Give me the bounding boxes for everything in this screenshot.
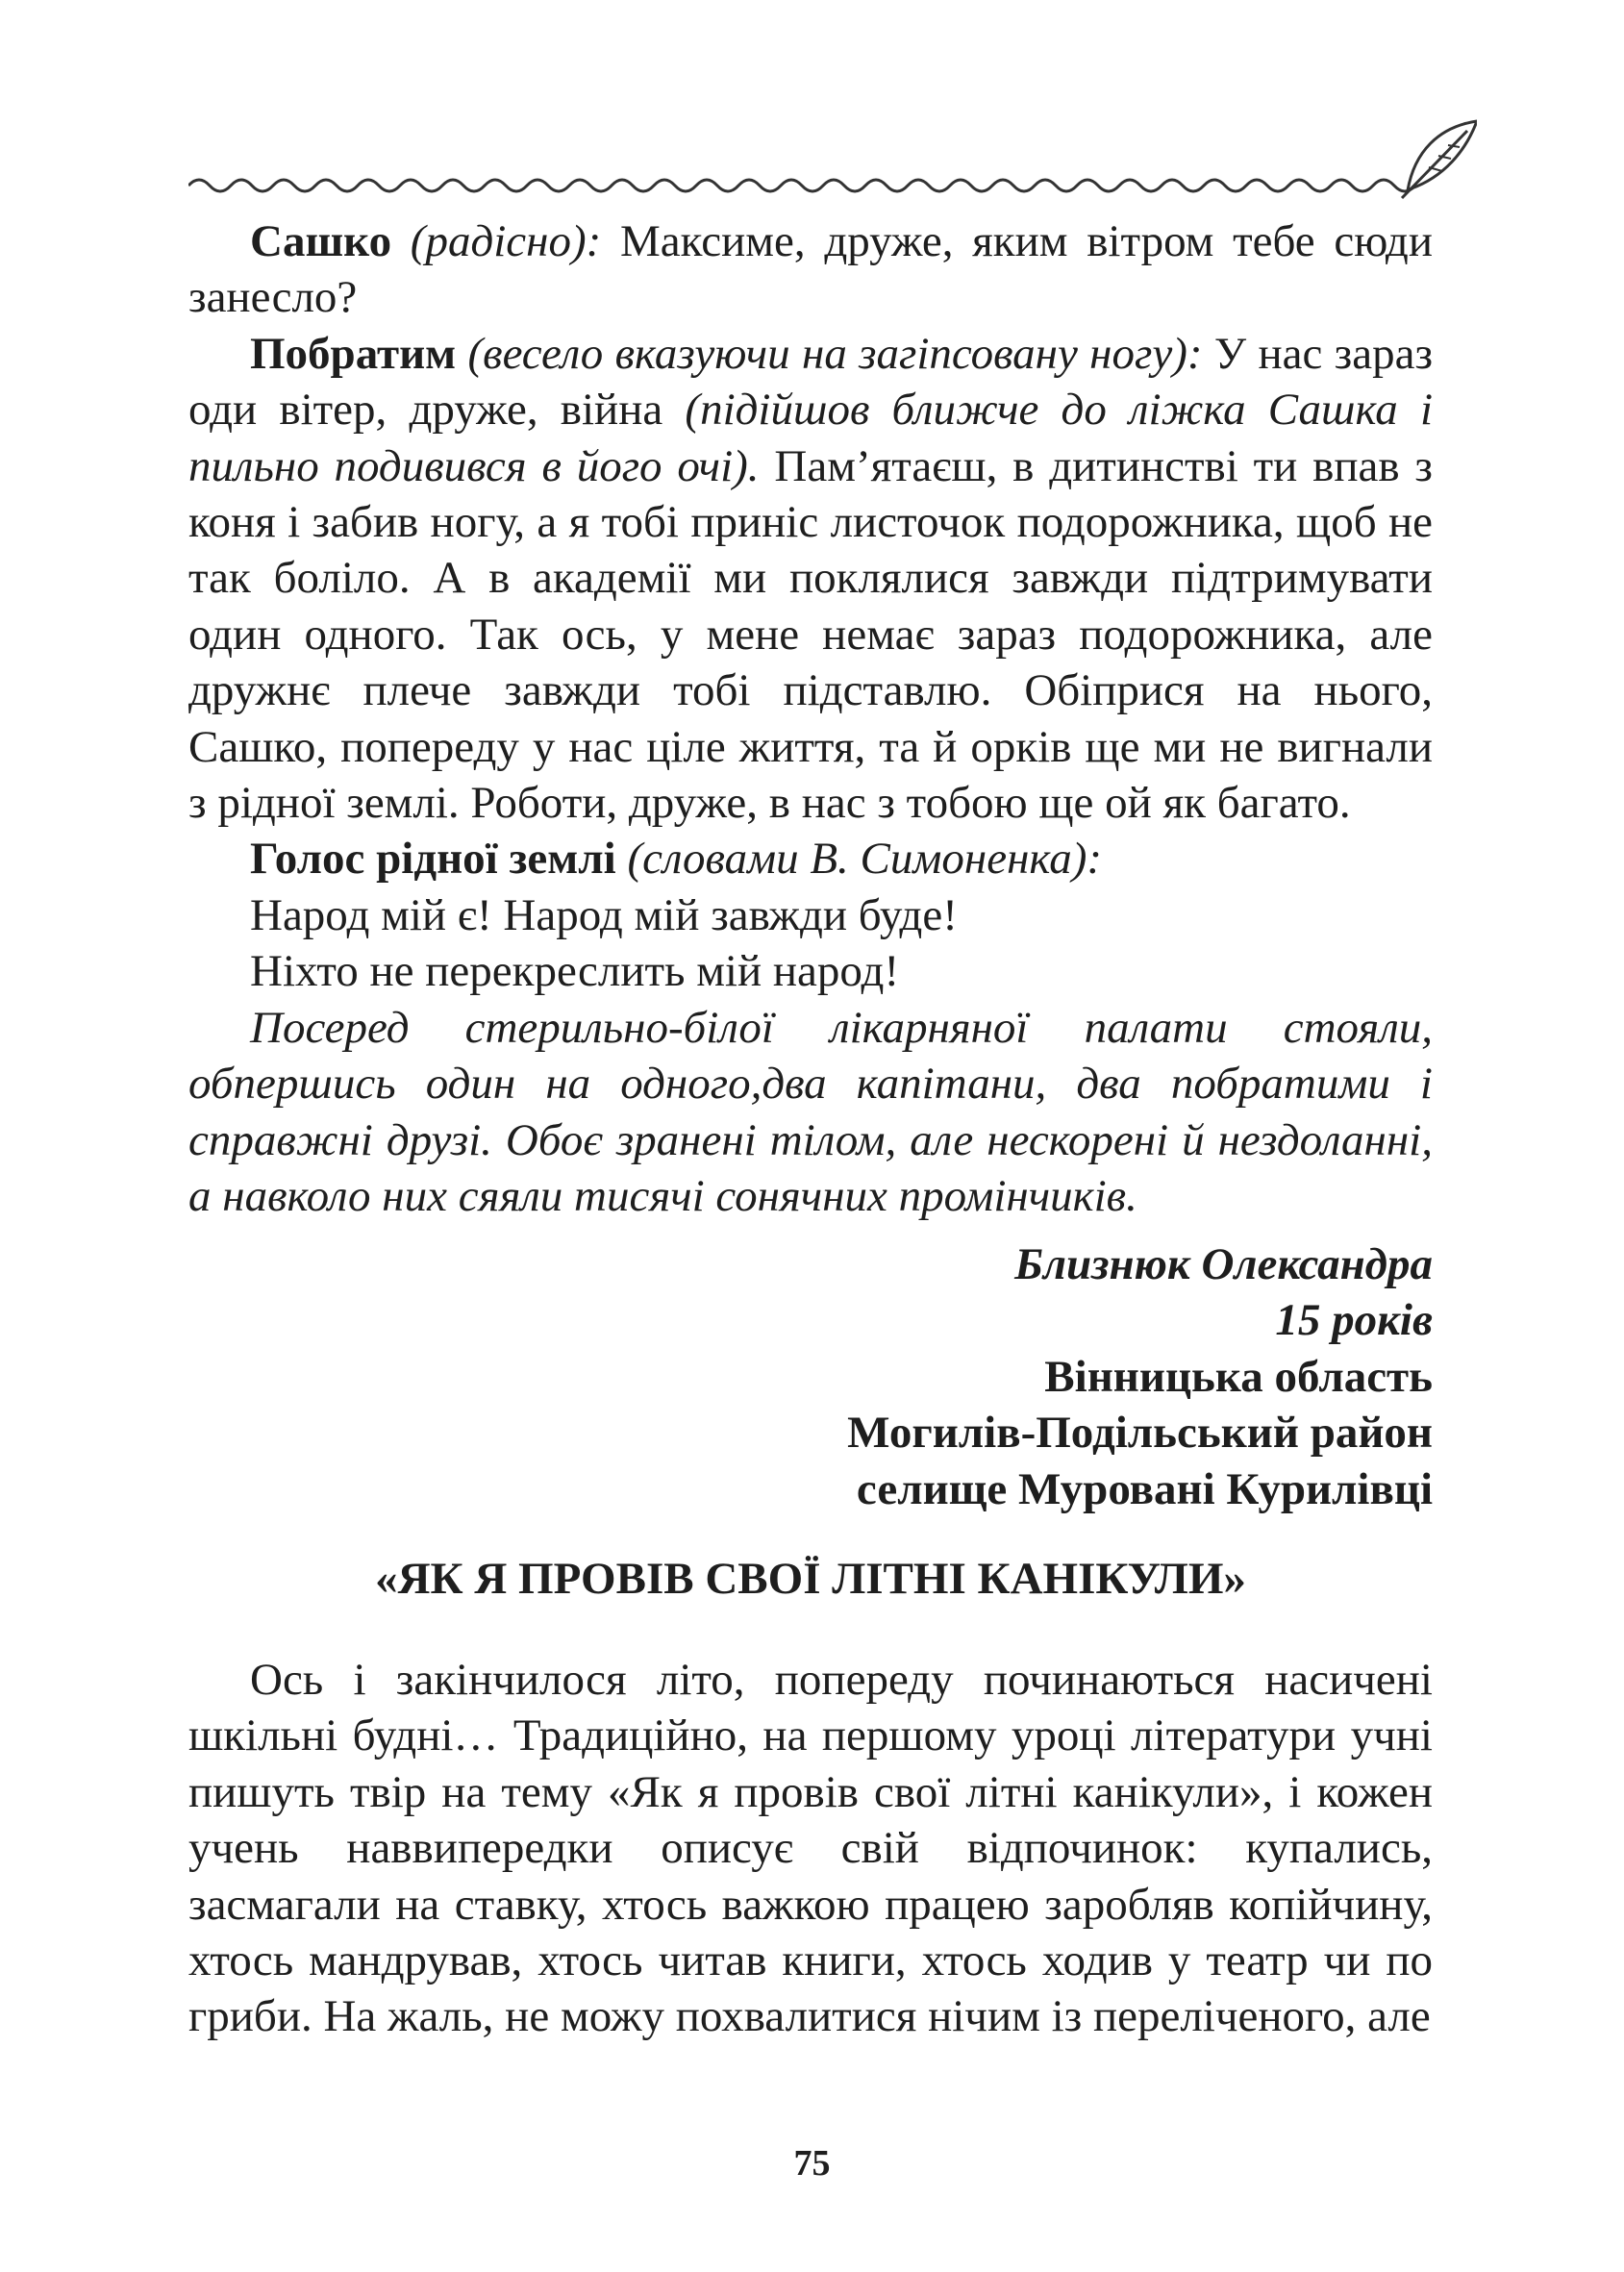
speaker-name: Сашко [250,216,392,266]
author-region: Вінницька область [1044,1351,1433,1402]
dialogue-text: Максиме, друже, яким вітром тебе сюди занесло? [188,216,1434,323]
dialogue-voice [188,831,1433,886]
stage-remark: (радісно): [410,216,602,266]
stage-remark: (підійшов ближче до ліжка Сашка і пильно подивився в його очі). [188,385,1433,491]
dialogue-text: У нас зараз оди вітер, друже, війна [188,328,1434,436]
essay-title: «ЯК Я ПРОВІВ СВОЇ ЛІТНІ КАНІКУЛИ» [375,1554,1246,1604]
stage-remark: (весело вказуючи на загіпсовану ногу): [467,328,1203,379]
dialogue-text: Пам’ятаєш, в дитинстві ти впав з коня і забив ногу, а я тобі приніс листочок подорожника, щоб не так боліло. А в академії ми поклялися завжди підтримувати один одного. Так ось, у мене немає зараз подорожника, але дружнє плече завжди тобі підставлю. Обіприся на нього, Сашко, попереду у нас ціле життя, та й орків ще ми не вигнали з рідної землі. Роботи, друже, в нас з тобою ще ой як багато. [188,440,1433,829]
poem-line: Ніхто не перекреслить мій народ! [250,946,900,997]
speaker-name: Голос рідної землі [250,834,616,885]
quill-feather-icon [1402,121,1477,198]
play-excerpt [188,213,1433,1224]
dialogue-sashko [188,213,1433,326]
wave-divider-icon [188,113,1477,200]
poem-line: Народ мій є! Народ мій завжди буде! [250,889,958,940]
author-village: селище Муровані Курилівці [856,1463,1433,1514]
stage-remark: (словами В. Симоненка): [627,834,1103,885]
speaker-name: Побратим [250,328,457,379]
author-age: 15 років [1275,1295,1433,1346]
author-signature [847,1236,1433,1517]
stage-direction: Посеред стерильно-білої лікарняної палати стояли, обпершись один на одного,два капітани, два побратими і справжні друзі. Обоє зранені тілом, але нескорені й нездоланні, а навколо них сяяли тисячі сонячних промінчиків. [188,1002,1433,1221]
page-number: 75 [793,2143,831,2184]
author-name: Близнюк Олександра [1014,1239,1433,1289]
essay-body [188,1652,1433,2045]
dialogue-pobratym [188,326,1433,832]
essay-paragraph: Ось і закінчилося літо, попереду починаються насичені шкільні будні… Традиційно, на першому уроці літератури учні пишуть твір на тему «Як я провів свої літні канікули», і кожен учень наввипередки описує свій відпочинок: купались, засмагали на ставку, хтось важкою працею заробляв копійчину, хтось мандрував, хтось читав книги, хтось ходив у театр чи по гриби. На жаль, не можу похвалитися нічим із переліченого, але [188,1655,1433,2042]
author-district: Могилів-Подільський район [847,1408,1433,1459]
